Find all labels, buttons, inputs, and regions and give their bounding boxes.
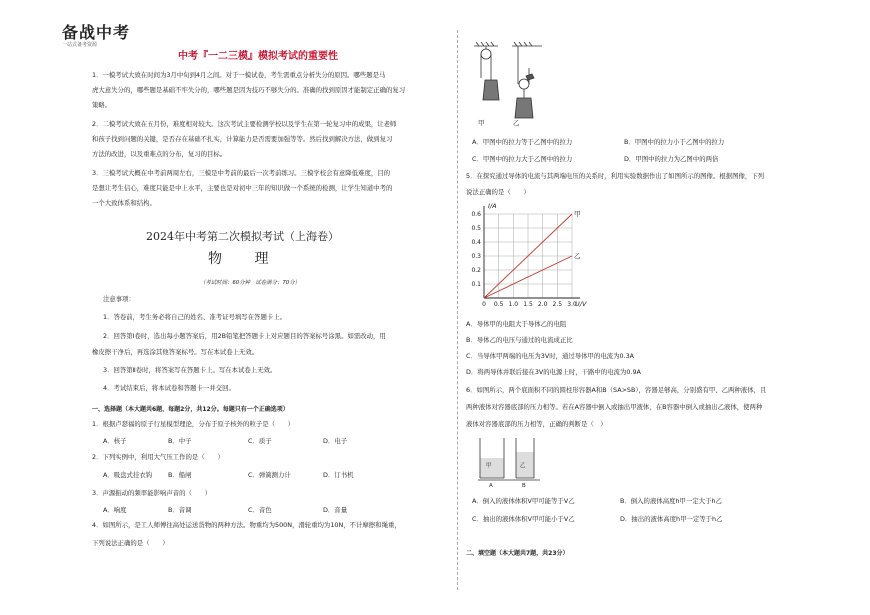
option-a[interactable]: A．吸盘式挂衣钩 <box>103 471 153 479</box>
liquid-label: 乙 <box>520 463 526 469</box>
y-tick-label: 0.4 <box>471 239 481 246</box>
x-tick-label: 1.0 <box>508 301 519 308</box>
option-b[interactable]: B．音调 <box>168 506 192 514</box>
intro-line: 是想让考生信心，难度只能是中上水平，主要也是对初中三年的知识做一个系统的检测，让学生知道中考的 <box>92 184 393 192</box>
option-d[interactable]: D．抽出的液体高度h甲一定等于h乙 <box>620 515 723 523</box>
exam-title: 2024年中考第二次模拟考试（上海卷） <box>146 230 339 243</box>
option-c[interactable]: C．音色 <box>248 506 272 514</box>
x-tick-label: 2.0 <box>537 301 548 308</box>
notice-title: 注意事项： <box>103 295 135 303</box>
option-b[interactable]: B．甲图中的拉力小于乙图中的拉力 <box>624 138 725 146</box>
option-d[interactable]: D．订书机 <box>323 471 354 479</box>
y-tick-label: 0.3 <box>471 253 481 260</box>
y-tick-label: 0.5 <box>471 225 481 232</box>
logo-text: 备战中考 <box>62 23 131 42</box>
x-axis-label: U/V <box>575 300 587 308</box>
x-tick-label: 0 <box>482 301 486 308</box>
option-a[interactable]: A．倒入的液体体积V甲可能等于V乙 <box>472 497 575 505</box>
x-tick-label: 3.0 <box>567 301 577 308</box>
liquid-label: 甲 <box>486 463 492 469</box>
y-tick-label: 0.2 <box>471 267 481 274</box>
exam-meta: （考试时间：60分钟 试卷满分：70分） <box>200 280 300 286</box>
x-tick-label: 0.5 <box>493 301 504 308</box>
intro-line: 1．一模考试大致在时间为3月中旬到4月之间。对于一模试卷，考生需重点分析失分的原因。哪些题是马 <box>92 71 386 79</box>
subject-title: 物 理 <box>208 251 283 267</box>
option-d[interactable]: D．将两导体并联后接在3V的电源上时，干路中的电流为0.9A <box>466 368 641 376</box>
series-label: 乙 <box>574 252 581 260</box>
option-b[interactable]: B．导体乙的电压与通过的电流成正比 <box>466 336 573 344</box>
notice-line: 3．回答第Ⅱ卷时，将答案写在答题卡上。写在本试卷上无效。 <box>103 366 277 374</box>
logo-subtext: 一站式备考资源 <box>62 42 98 48</box>
figure-label: 乙 <box>513 119 520 127</box>
question-stem: 1．根据卢瑟福的原子行星模型理论，分布于原子核外的粒子是（ ） <box>92 420 295 428</box>
question-stem: 说法正确的是（ ） <box>466 188 530 196</box>
container-label: A <box>489 483 493 489</box>
intro-line: 和孩子找到问题的关键，是否存在基础不扎实，计算能力是否需要加强等等。然后找到解决方法，做到复习 <box>92 135 393 143</box>
option-b[interactable]: B．船闸 <box>168 471 192 479</box>
headline: 中考『一二三模』模拟考试的重要性 <box>178 51 338 62</box>
option-a[interactable]: A．导体甲的电阻大于导体乙的电阻 <box>466 320 567 328</box>
notice-line: 4．考试结束后，将本试卷和答题卡一并交回。 <box>103 384 235 392</box>
intro-line: 虎大意失分的，哪些题是基础不牢失分的，哪些题是因为技巧不够失分的。准确的找到原因才能制定正确的复习 <box>92 86 406 94</box>
option-c[interactable]: C．抽出的液体体积V甲可能小于V乙 <box>472 515 575 523</box>
option-b[interactable]: B．倒入的液体高度h甲一定大于h乙 <box>620 497 722 505</box>
intro-line: 3．三模考试大概在中考前两周左右，三模是中考前的最后一次考前练习。三模学校会有意降低难度，目的 <box>92 169 391 177</box>
intro-line: 策略。 <box>92 101 112 109</box>
option-a[interactable]: A．核子 <box>103 437 127 445</box>
container-label: B <box>522 483 526 489</box>
x-tick-label: 1.5 <box>523 301 533 308</box>
intro-line: 方法的改进，以及重难点的分布，复习的目标。 <box>92 150 227 158</box>
option-a[interactable]: A．响度 <box>103 506 127 514</box>
option-d[interactable]: D．音量 <box>323 506 348 514</box>
option-c[interactable]: C．当导体甲两端的电压为3V时，通过导体甲的电流为0.3A <box>466 352 635 360</box>
y-axis-label: I/A <box>488 202 497 210</box>
option-b[interactable]: B．中子 <box>168 437 192 445</box>
option-a[interactable]: A．甲图中的拉力等于乙图中的拉力 <box>472 138 573 146</box>
figure-label: 甲 <box>478 119 485 127</box>
option-c[interactable]: C．甲图中的拉力大于乙图中的拉力 <box>472 155 573 163</box>
column-divider <box>457 30 458 590</box>
question-stem: 下列说法正确的是（ ） <box>92 539 169 547</box>
x-tick-label: 2.5 <box>552 301 563 308</box>
notice-line: 2．回答第Ⅰ卷时，选出每小题答案后，用2B铅笔把答题卡上对应题目的答案标号涂黑。如需改动，用 <box>103 332 386 340</box>
question-stem: 4．如图所示，是工人师傅往高处运送货物的两种方法。物重均为500N，滑轮重均为10N，不计摩擦和绳重， <box>92 521 401 529</box>
notice-line: 1．答卷前，考生务必将自己的姓名、准考证号填写在答题卡上。 <box>103 313 287 321</box>
y-tick-label: 0.6 <box>471 211 481 218</box>
section1-title: 一、选择题（本大题共6题，每题2分，共12分。每题只有一个正确选项） <box>92 406 289 413</box>
series-label: 甲 <box>574 210 581 218</box>
question-stem: 5．在探究通过导体的电流与其两端电压的关系时，利用实验数据作出了如图所示的图像。根据图像，下列 <box>466 172 765 180</box>
question-stem: 两种液体对容器底部的压力相等。若在A容器中倒入或抽出甲液体，在B容器中倒入或抽出乙液体，使两种 <box>466 403 763 411</box>
intro-line: 一个大致体系和结构。 <box>92 199 156 207</box>
y-tick-label: 0.1 <box>471 281 481 288</box>
notice-line: 橡皮擦干净后，再选涂其他答案标号。写在本试卷上无效。 <box>92 348 259 356</box>
option-d[interactable]: D．甲图中的拉力为乙图中的两倍 <box>624 155 719 163</box>
question-stem: 3．声源振动的频率能影响声音的（ ） <box>92 489 212 497</box>
question-stem: 2．下列实例中，利用大气压工作的是（ ） <box>92 453 224 461</box>
option-d[interactable]: D．电子 <box>323 437 348 445</box>
iu-chart <box>470 200 588 312</box>
option-c[interactable]: C．弹簧测力计 <box>248 471 291 479</box>
question-stem: 液体对容器底部的压力相等，正确的判断是（ ） <box>466 420 607 428</box>
question-stem: 6．如图所示，两个底面积不同的圆柱形容器A和B（SA>SB），容器足够高，分别盛有甲、乙两种液体，且 <box>466 386 767 394</box>
logo <box>62 20 142 50</box>
intro-line: 2．二模考试大致在五月份，难度相对较大。这次考试主要检测学校以及学生在第一轮复习中的成果，让老师 <box>92 120 397 128</box>
option-c[interactable]: C．质子 <box>248 437 272 445</box>
section2-title: 二、填空题（本大题共7题，共23分） <box>466 550 569 557</box>
